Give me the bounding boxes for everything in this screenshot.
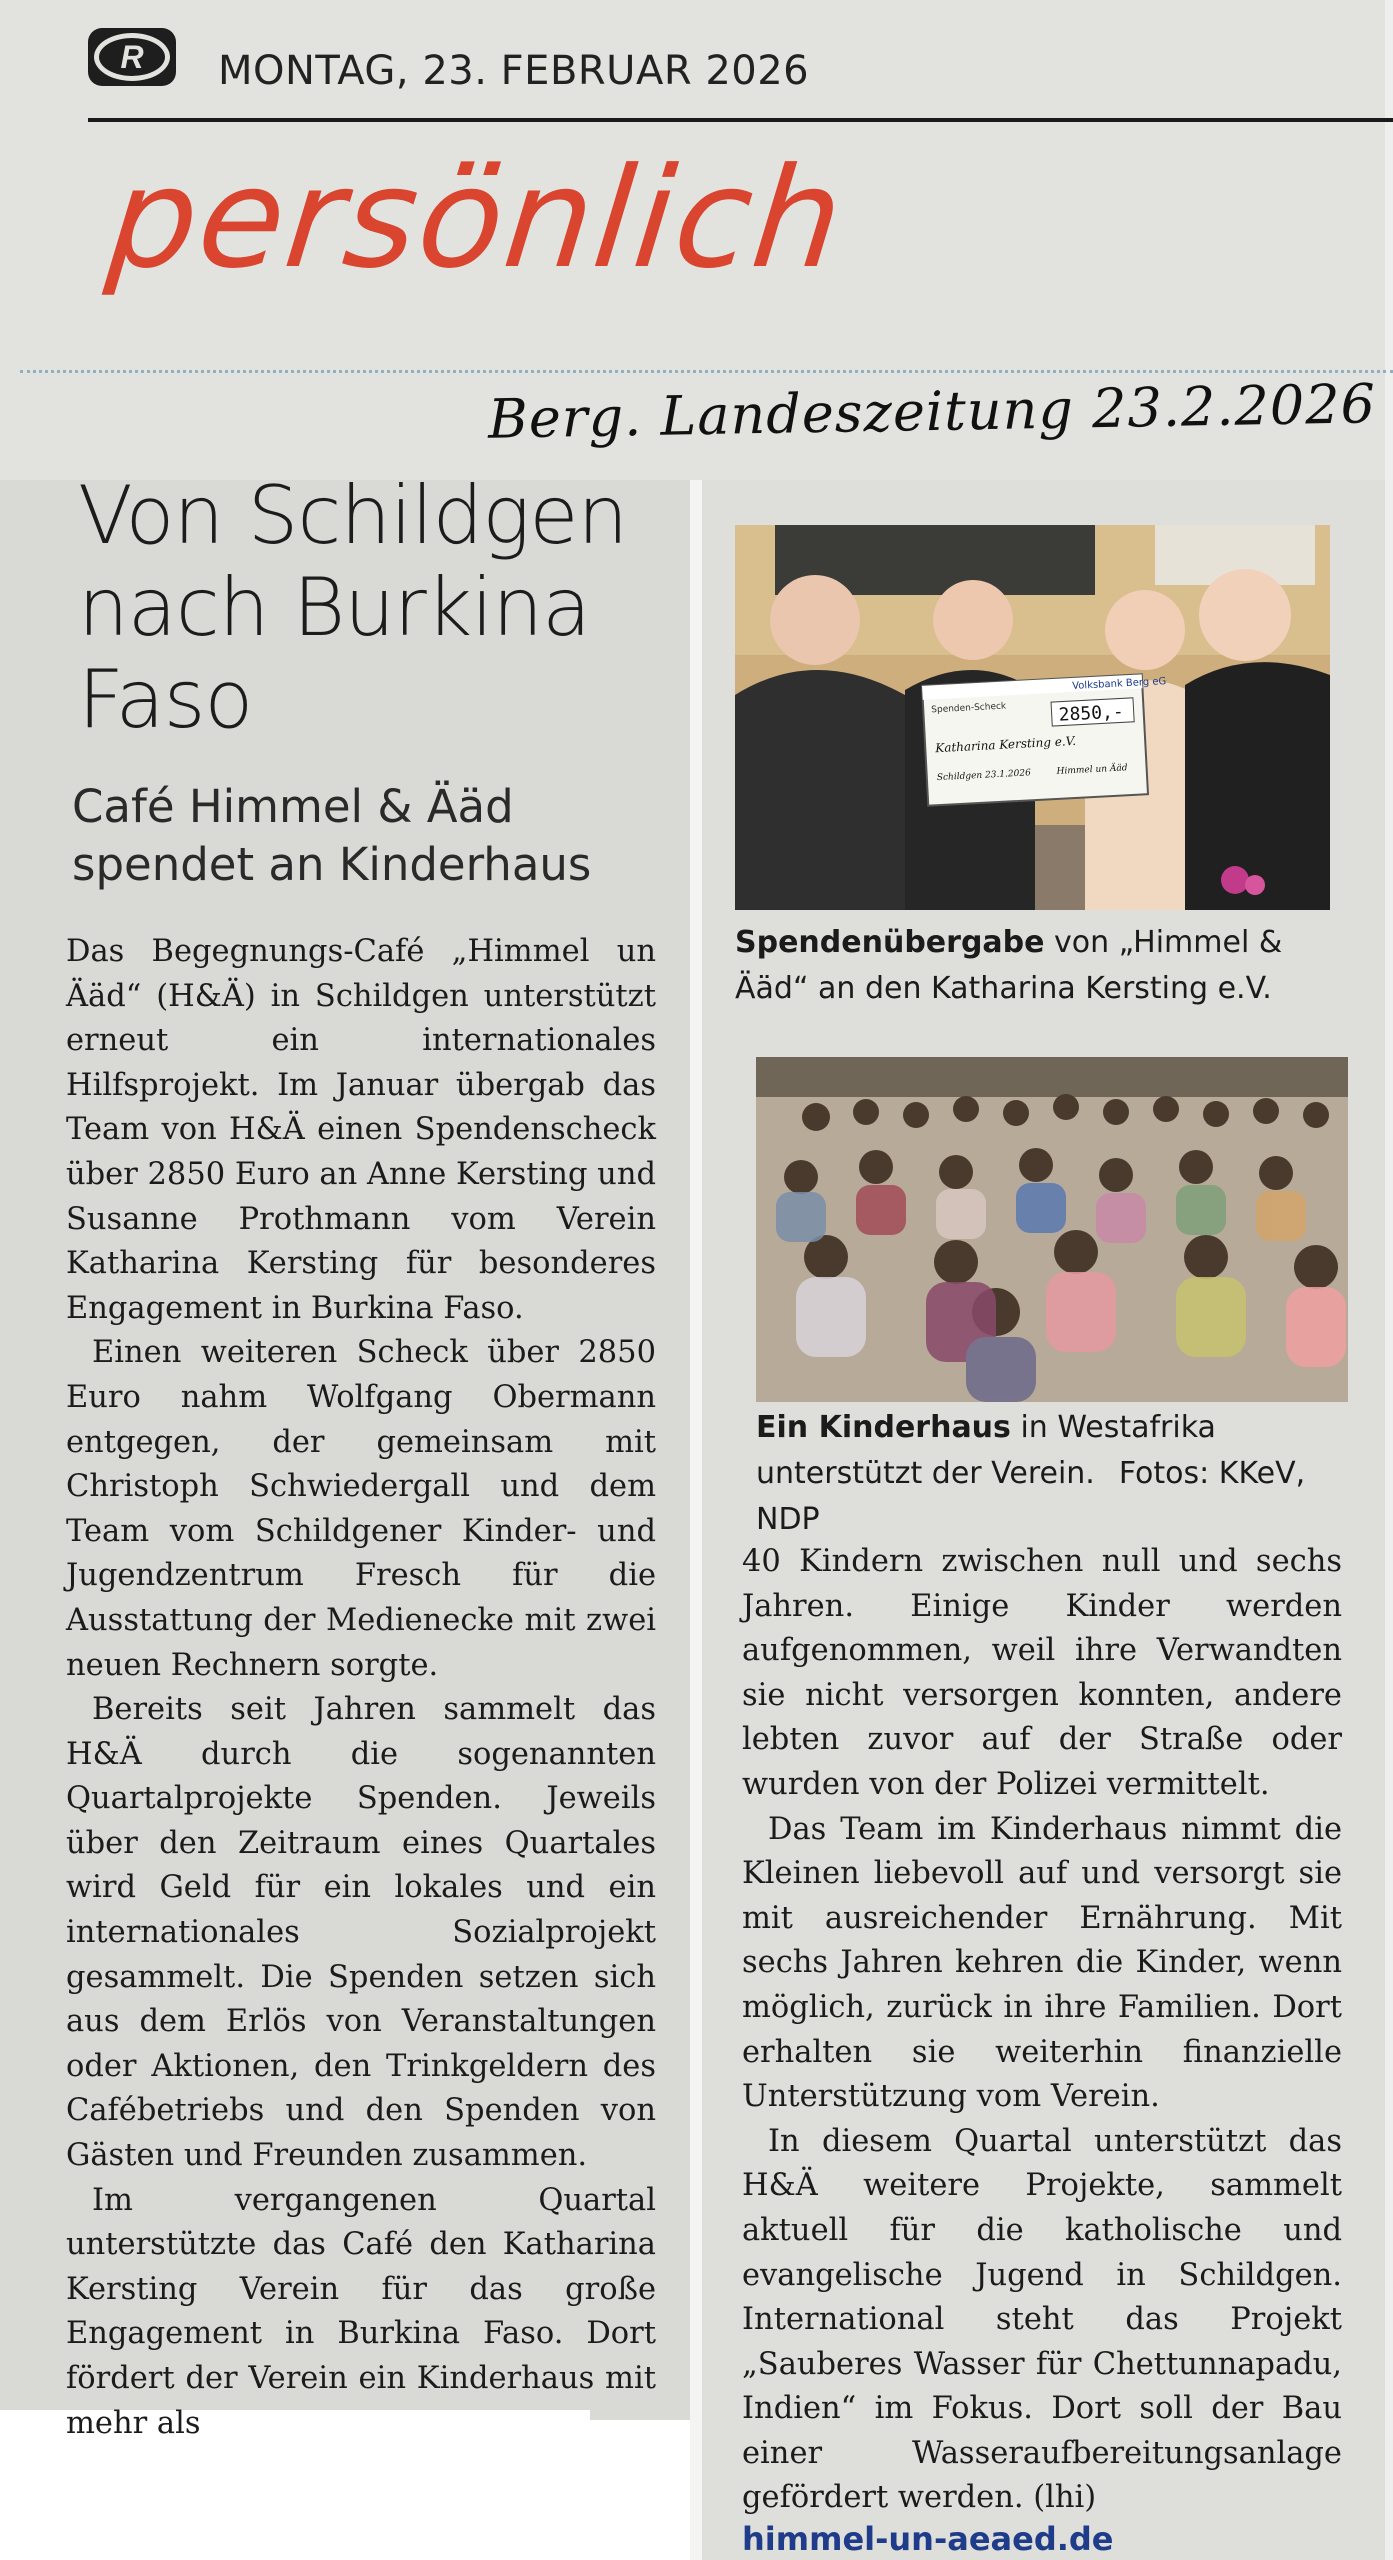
cheque-amount-text: 2850,- <box>1058 701 1125 726</box>
cheque-signature-text: Himmel un Ääd <box>1056 763 1128 777</box>
paragraph: Das Begegnungs-Café „Himmel un Ääd“ (H&Ä) in Schildgen unterstützt erneut ein internationales Hilfsprojekt. Im Januar übergab das Team von H&Ä einen Spendenscheck über 2850 Euro an Anne Kersting und Susanne Prothmann vom Verein Katharina Kersting für besonderes Engagement in Burkina Faso. <box>66 934 656 1326</box>
paragraph: Im vergangenen Quartal unterstützte das Café den Katharina Kersting Verein für das große Engagement in Burkina Faso. Dort fördert der Verein ein Kinderhaus mit mehr als <box>66 2182 656 2441</box>
photo-caption-donation <box>735 920 1335 1012</box>
logo-letter: R <box>94 33 170 81</box>
header-rule <box>88 118 1393 122</box>
caption-bold-lead: Spendenübergabe <box>735 925 1045 960</box>
website-link[interactable]: himmel-un-aeaed.de <box>742 2520 1114 2558</box>
paragraph: In diesem Quartal unterstützt das H&Ä weitere Projekte, sammelt aktuell für die katholische und evangelische Jugend in Schildgen. International steht das Projekt „Sauberes Wasser für Chettunnapadu, Indien“ im Fokus. Dort soll der Bau einer Wasseraufbereitungsanlage gefördert werden. (lhi) <box>742 2123 1342 2516</box>
paragraph: Einen weiteren Scheck über 2850 Euro nahm Wolfgang Obermann entgegen, der gemeinsam mit Christoph Schwiedergall und dem Team vom Schildgener Kinder- und Jugendzentrum Fresch für die Ausstattung der Medienecke mit zwei neuen Rechnern sorgte. <box>66 1335 656 1683</box>
cheque-payee-text: Katharina Kersting e.V. <box>934 733 1077 756</box>
cheque-date-text: Schildgen 23.1.2026 <box>936 768 1032 784</box>
photo-credit: Fotos: KKeV, NDP <box>756 1456 1306 1537</box>
cheque-label-text: Spenden-Scheck <box>931 701 1007 716</box>
article-body-left-column <box>66 930 656 2446</box>
dotted-divider <box>20 370 1393 373</box>
paragraph: Bereits seit Jahren sammelt das H&Ä durch die sogenannten Quartalprojekte Spenden. Jeweils über den Zeitraum eines Quartales wird Geld für ein lokales und ein internationales Sozialprojekt gesammelt. Die Spenden setzen sich aus dem Erlös von Veranstaltungen oder Aktionen, den Trinkgeldern des Cafébetriebs und den Spenden von Gästen und Freunden zusammen. <box>66 1692 656 2174</box>
caption-text: in Westafrika unterstützt der Verein. <box>756 1410 1216 1491</box>
clipping-edge <box>1385 0 1393 2560</box>
clipping-gap <box>690 480 702 2560</box>
caption-bold-lead: Ein Kinderhaus <box>756 1410 1011 1445</box>
dateline: MONTAG, 23. FEBRUAR 2026 <box>218 48 810 94</box>
article-headline: Von Schildgen nach Burkina Faso <box>78 469 628 746</box>
photo-donation-handover <box>735 525 1330 910</box>
paragraph: Das Team im Kinderhaus nimmt die Kleinen liebevoll auf und versorgt sie mit ausreichender Ernährung. Mit sechs Jahren kehren die Kinder, wenn möglich, zurück in ihre Familien. Dort erhalten sie weiterhin finanzielle Unterstützung vom Verein. <box>742 1811 1342 2115</box>
cheque-bank-text: Volksbank Berg eG <box>1071 676 1167 692</box>
section-title: persönlich <box>101 138 852 299</box>
photo-caption-childrens-house <box>756 1405 1356 1543</box>
handwritten-note: Berg. Landeszeitung 23.2.2026 <box>487 372 1377 451</box>
photo-childrens-house <box>756 1057 1348 1402</box>
paragraph: 40 Kindern zwischen null und sechs Jahren. Einige Kinder werden aufgenommen, weil ihre Verwandten sie nicht versorgen konnten, andere lebten zuvor auf der Straße oder wurden von der Polizei vermittelt. <box>742 1544 1342 1802</box>
photo-childrens-house-image <box>756 1057 1348 1402</box>
newspaper-logo <box>88 28 176 86</box>
article-body-right-column <box>742 1540 1342 2521</box>
caption-text: von „Himmel & Ääd“ an den Katharina Kersting e.V. <box>735 925 1283 1006</box>
article-subheadline: Café Himmel & Ääd spendet an Kinderhaus <box>72 780 592 891</box>
photo-donation-handover-image <box>735 525 1330 910</box>
